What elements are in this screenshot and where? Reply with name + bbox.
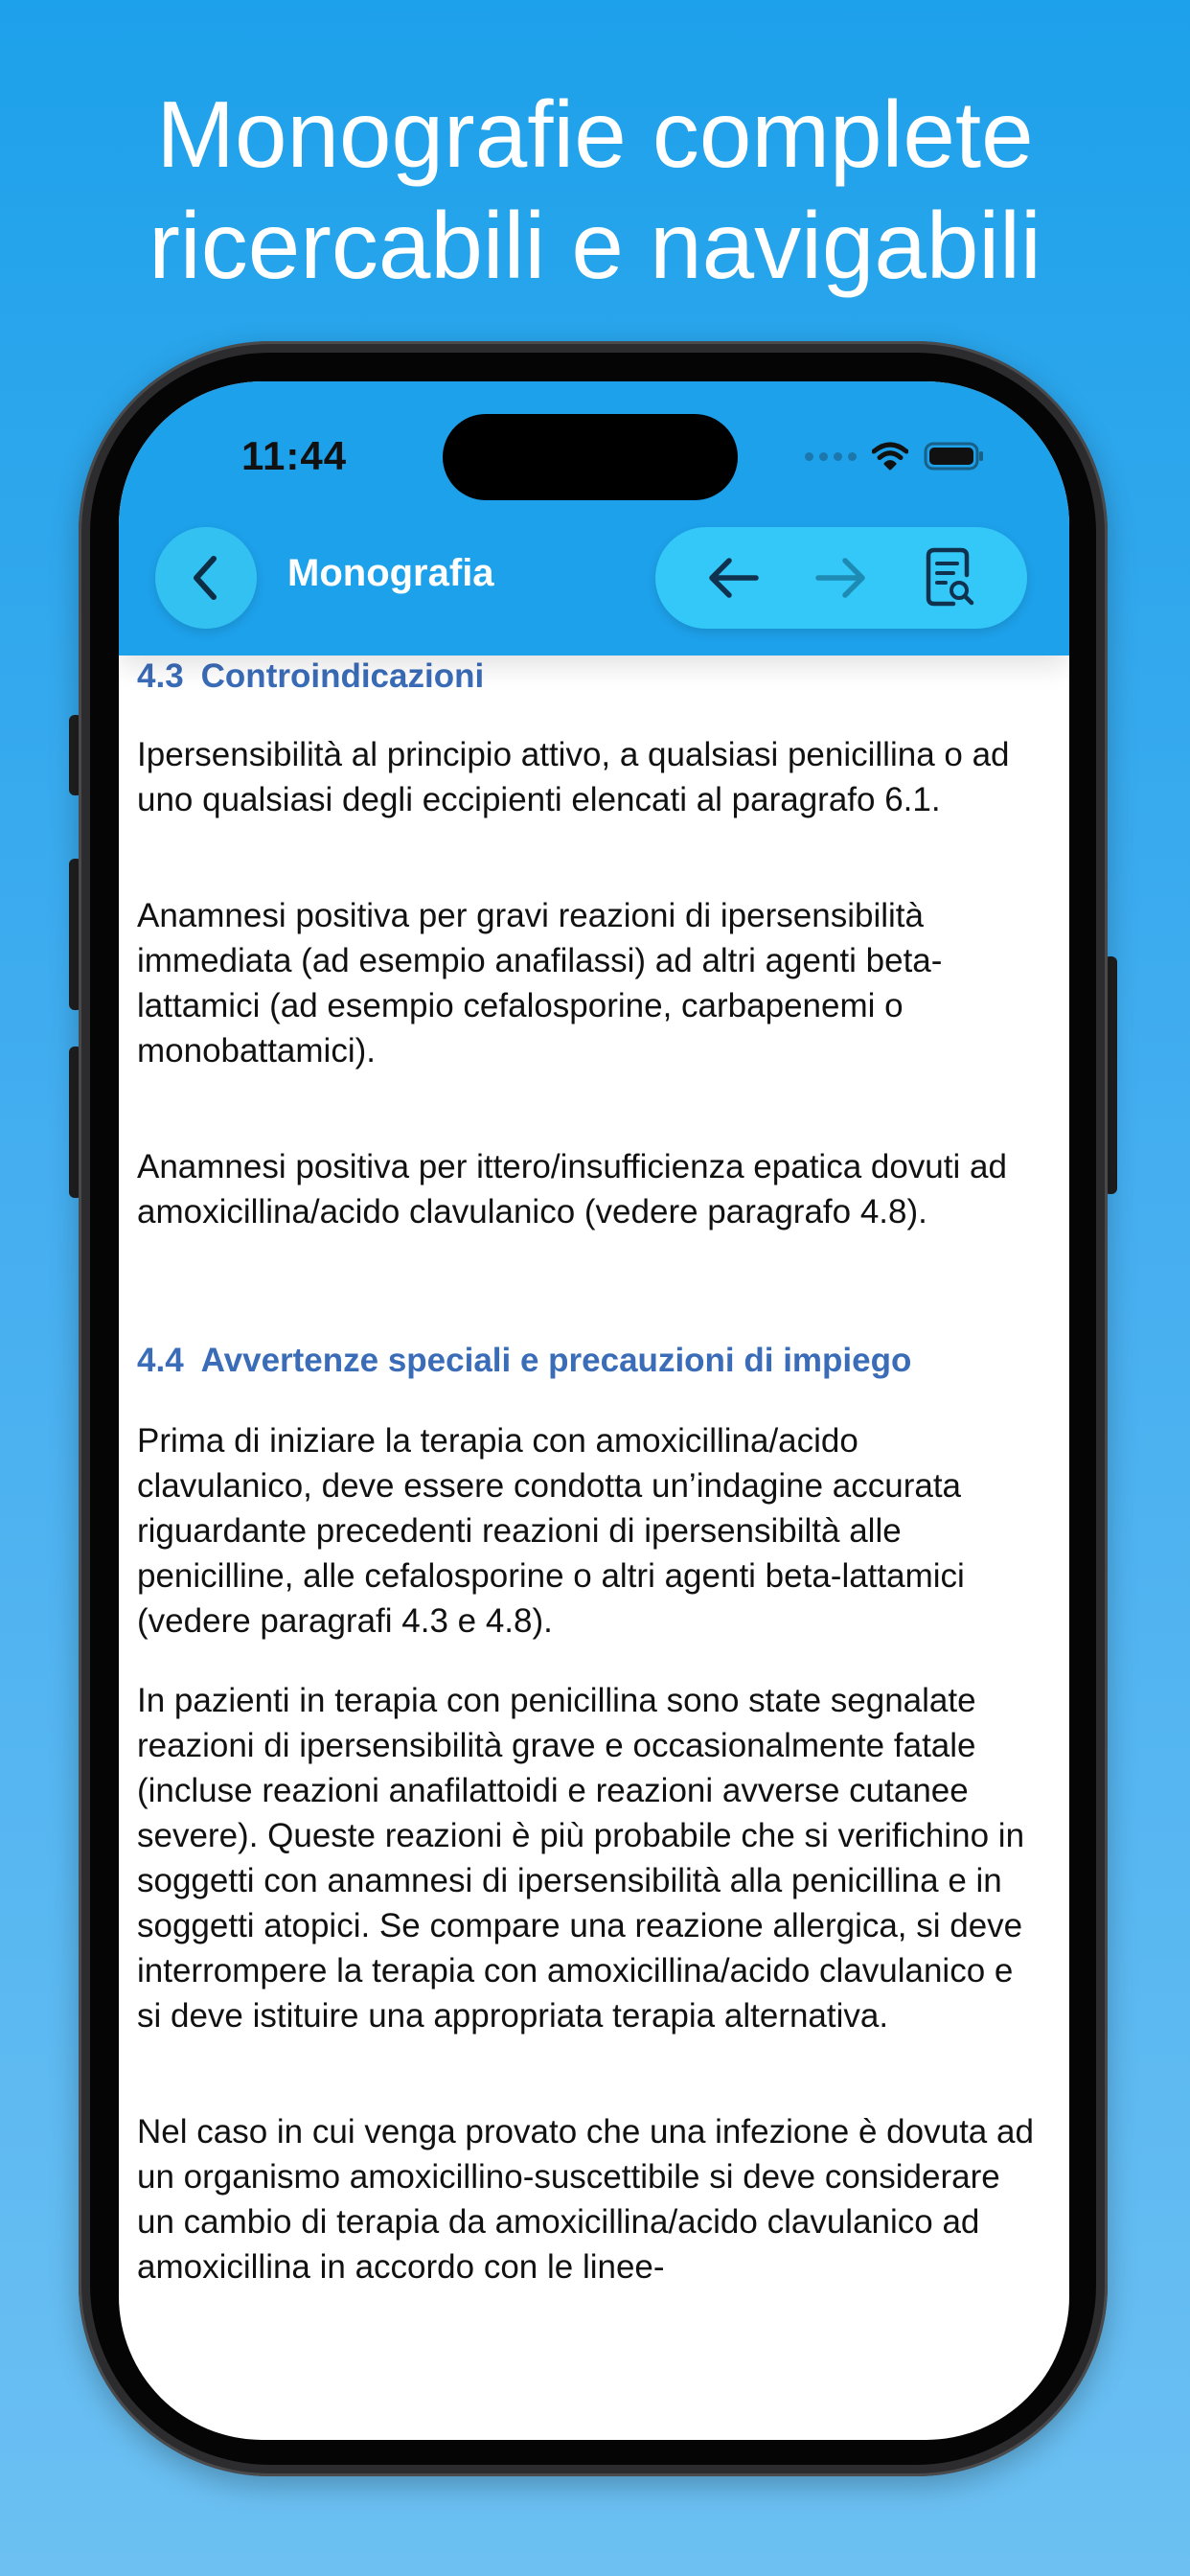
section-heading: [137, 657, 1038, 696]
section-number: 4.3: [137, 657, 184, 695]
search-in-document-button[interactable]: [902, 535, 997, 621]
paragraph: Prima di iniziare la terapia con amoxicillina/acido clavulanico, deve essere condotta un’indagine accurata riguardante precedenti reazioni di ipersensibiltà alle penicilline, alle cefalosporine o altri agenti beta-lattamici (vedere paragrafi 4.3 e 4.8).: [137, 1422, 965, 1640]
nav-title: Monografia: [287, 552, 494, 594]
back-button[interactable]: [155, 527, 257, 629]
chevron-left-icon: [187, 553, 225, 603]
navigation-actions: [655, 527, 1027, 629]
document-search-icon: [925, 546, 974, 610]
signal-dots-icon: [805, 452, 857, 461]
section-number: 4.4: [137, 1342, 184, 1379]
paragraph: Anamnesi positiva per ittero/insufficienza epatica dovuti ad amoxicillina/acido clavulanico (vedere paragrafo 4.8).: [137, 1148, 1007, 1230]
monograph-content: [137, 654, 1038, 2289]
paragraph: Ipersensibilità al principio attivo, a qualsiasi penicillina o ad uno qualsiasi degli eccipienti elencati al paragrafo 6.1.: [137, 736, 1010, 818]
dynamic-island: [443, 414, 738, 500]
promo-headline: [0, 79, 1190, 301]
section-heading: [137, 1342, 1038, 1380]
paragraph: Anamnesi positiva per gravi reazioni di ipersensibilità immediata (ad esempio anafilassi) ad altri agenti beta-lattamici (ad esempio cefalosporine, carbapenemi o monobattamici).: [137, 897, 943, 1070]
navigation-bar: [119, 525, 1069, 631]
next-arrow-icon: [814, 557, 868, 599]
previous-arrow-icon: [706, 557, 760, 599]
headline-line-2: ricercabili e navigabili: [149, 193, 1041, 298]
section-title: Avvertenze speciali e precauzioni di impiego: [200, 1342, 912, 1379]
section-title: Controindicazioni: [200, 657, 485, 695]
wifi-icon: [872, 442, 908, 471]
phone-screen: [119, 381, 1069, 2440]
previous-match-button[interactable]: [685, 535, 781, 621]
battery-icon: [924, 441, 985, 472]
status-time: 11:44: [241, 433, 348, 478]
paragraph: In pazienti in terapia con penicillina sono state segnalate reazioni di ipersensibilità grave e occasionalmente fatale (incluse reazioni anafilattoidi e reazioni avverse cutanee severe). Queste reazioni è più probabile che si verifichino in soggetti con anamnesi di ipersensibilità alla penicillina e in soggetti atopici. Se compare una reazione allergica, si deve interrompere la terapia con amoxicillina/acido clavulanico e si deve istituire una appropriata terapia alternativa.: [137, 1682, 1025, 2035]
next-match-button[interactable]: [793, 535, 889, 621]
paragraph: Nel caso in cui venga provato che una infezione è dovuta ad un organismo amoxicillino-suscettibile si deve considerare un cambio di terapia da amoxicillina/acido clavulanico ad amoxicillina in accordo con le linee-: [137, 2113, 1034, 2286]
status-icons: [805, 437, 985, 475]
headline-line-1: Monografie complete: [156, 81, 1034, 187]
